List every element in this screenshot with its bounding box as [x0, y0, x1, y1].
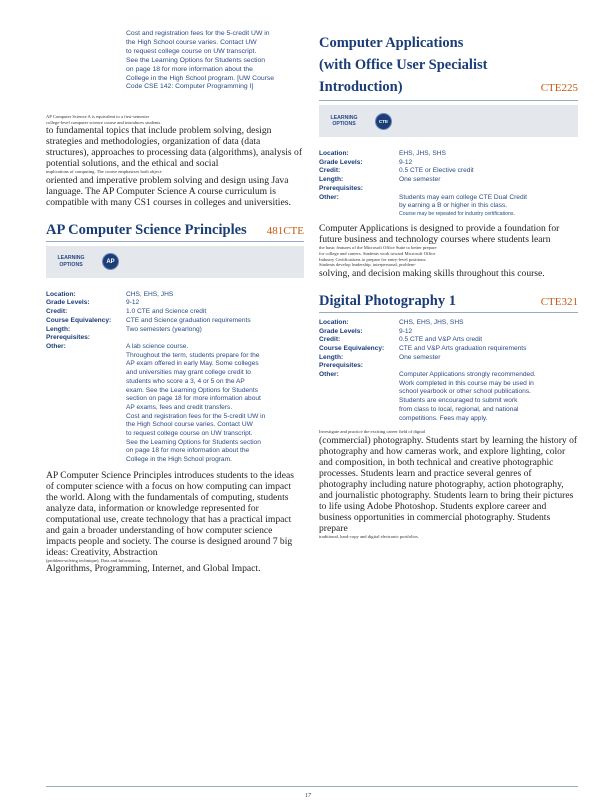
info-label: Prerequisites: [319, 362, 363, 370]
right-column [319, 32, 578, 539]
photo-description: (commercial) photography. Students start by learning the history of photography and how cameras work, and explore lighting, color and composition, in both technical and creative photographic processes. Students learn and practice several genres of photography including nature photography, action photography, and journalistic photography. Students learn to bring their pictures to life using Adobe Photoshop. Students explore career and business opportunities in commercial photography. Students prepare [319, 434, 578, 534]
info-label: Other: [319, 193, 339, 201]
compapps-small-line: the basic features of the Microsoft Office Suite to better prepare [319, 245, 437, 251]
footer-divider [46, 786, 578, 787]
info-label: Length: [319, 353, 344, 361]
info-value-line: competitions. Fees may apply. [399, 414, 488, 422]
course-info-photo [319, 319, 578, 423]
compapps-small-line: Industry Certifications to prepare for entry-level positions. [319, 256, 427, 262]
course-title-compapps-2: (with Office User Specialist [319, 57, 488, 73]
info-value-line: Computer Applications strongly recommended. [399, 371, 536, 379]
continued-note-line: College in the High School program. [UW Course [126, 74, 275, 82]
learning-options-label: LEARNING OPTIONS [57, 255, 85, 268]
info-row [46, 343, 304, 465]
course-header-compapps [319, 32, 578, 101]
apcsp-description-1: AP Computer Science Principles introduces students to the ideas of computer science with a focus on how computing can impact the world. Along with the fundamentals of computing, students analyze data, information or knowledge represented for computational use, create technology that has a practical impact and gain a broader understanding of how computer science impacts people and society. The course is designed around 7 big ideas: Creativity, Abstraction [46, 469, 294, 558]
info-value-line: 9-12 [399, 158, 413, 166]
info-value-line: and universities may grant college credit to [126, 369, 251, 377]
info-value-line: 0.5 CTE or Elective credit [399, 167, 474, 175]
info-value [399, 345, 578, 354]
info-value [126, 308, 304, 317]
info-row [46, 291, 304, 300]
info-value [126, 334, 304, 343]
info-value [399, 328, 578, 337]
ap-badge-icon: AP [102, 253, 119, 270]
info-value-line: 9-12 [399, 327, 413, 335]
info-value-line: Students may earn college CTE Dual Credit [399, 193, 527, 201]
info-note: Course may be repeated for industry certifications. [399, 210, 515, 217]
info-value [399, 194, 578, 218]
continued-note-line: Cost and registration fees for the 5-credit UW in [126, 30, 270, 37]
info-label: Prerequisites: [319, 184, 363, 192]
info-value-line: EHS, JHS, SHS [399, 150, 446, 157]
info-value-line: One semester [399, 176, 441, 184]
info-value [399, 319, 578, 328]
apcsp-description-small: (problem-solving technique), Data and Information, [46, 557, 142, 563]
info-value-line: school yearbook or other school publications. [399, 388, 531, 396]
learning-options-band-compapps [319, 105, 578, 137]
info-row [319, 336, 578, 345]
course-code-photo: CTE321 [540, 295, 578, 308]
info-value [399, 150, 578, 159]
continued-note-line: to request college course on UW transcript. [126, 47, 257, 55]
compapps-description-2: solving, and decision making skills throughout this course. [319, 267, 545, 279]
info-value [399, 185, 578, 194]
info-value-line [126, 334, 304, 343]
info-row [46, 326, 304, 335]
continued-note-line: Code CSE 142: Computer Programming I] [126, 83, 254, 91]
info-value [126, 299, 304, 308]
info-row [46, 334, 304, 343]
info-value [126, 343, 304, 465]
info-value-line: Cost and registration fees for the 5-credit UW in [126, 412, 266, 420]
course-title-photo: Digital Photography 1 [319, 292, 456, 309]
info-label: Length: [319, 176, 344, 184]
info-value [126, 326, 304, 335]
apcsa-intro-small-3: implications of computing. The course emphasizes both object- [46, 169, 163, 175]
info-value-line: AP exam offered in early May. Some colleges [126, 360, 259, 368]
cte-badge-icon: CTE [375, 113, 392, 130]
info-value-line: College in the High School program. [126, 456, 232, 464]
continued-note-line: See the Learning Options for Students section [126, 56, 266, 64]
info-row [46, 299, 304, 308]
info-row [319, 150, 578, 159]
info-label: Course Equivalency: [319, 344, 385, 352]
page-number: 17 [305, 793, 311, 799]
info-row [319, 194, 578, 218]
info-row [319, 362, 578, 371]
info-value-line: Work completed in this course may be used in [399, 379, 534, 387]
compapps-small-line: Students develop leadership, interpersonal, problem- [319, 262, 416, 268]
info-row [319, 159, 578, 168]
info-value-line: 1.0 CTE and Science credit [126, 308, 207, 316]
info-row [46, 308, 304, 317]
info-value-line: students who score a 3, 4 or 5 on the AP [126, 377, 245, 385]
info-label: Other: [46, 343, 66, 350]
info-row [319, 176, 578, 185]
info-value-line [399, 185, 578, 194]
info-label: Prerequisites: [46, 334, 90, 342]
course-code-compapps: CTE225 [540, 82, 578, 94]
info-value-line: 0.5 CTE and V&P Arts credit [399, 336, 483, 344]
info-row [319, 345, 578, 354]
compapps-description-1: Computer Applications is designed to provide a foundation for future business and technology courses where students learn [319, 223, 560, 246]
apcsa-intro-small-2: college-level computer science course and introduces students [46, 119, 161, 125]
photo-description-small-1: Investigate and practice the exciting career field of digital [319, 429, 426, 435]
info-value-line: exam. See the Learning Options for Students [126, 386, 258, 394]
course-title-apcsp: AP Computer Science Principles [46, 221, 247, 238]
info-value-line: by earning a B or higher in this class. [399, 202, 508, 210]
info-value-line: CHS, EHS, JHS [126, 290, 174, 298]
info-row [319, 354, 578, 363]
info-value [399, 371, 578, 423]
info-label: Location: [46, 290, 76, 298]
info-value-line: to request college course on UW transcript. [126, 430, 253, 438]
info-label: Grade Levels: [46, 299, 90, 307]
course-code-apcsp: 481CTE [266, 224, 304, 237]
course-title-compapps-3: Introduction) [319, 79, 403, 95]
info-value-line: Students are encouraged to submit work [399, 397, 518, 405]
info-label: Credit: [319, 336, 341, 344]
info-label: Credit: [46, 308, 68, 316]
info-value-line: 9-12 [126, 299, 140, 307]
info-value [399, 336, 578, 345]
info-value-line: One semester [399, 353, 441, 361]
info-label: Location: [319, 318, 349, 326]
info-value-line: on page 18 for more information about the [126, 447, 250, 455]
course-info-compapps [319, 150, 578, 217]
info-value-line: the High School course varies. Contact UW [126, 421, 253, 429]
info-value-line: Two semesters (yearlong) [126, 325, 202, 333]
learning-options-band-apcsp [46, 246, 304, 278]
continued-note-line: on page 18 for more information about the [126, 65, 253, 73]
info-value [399, 176, 578, 185]
info-label: Credit: [319, 167, 341, 175]
apcsp-description-2: Algorithms, Programming, Internet, and Global Impact. [46, 563, 261, 575]
photo-description-small-2: traditional, hard-copy and digital electronic portfolios. [319, 533, 419, 539]
compapps-description-small [319, 245, 578, 267]
course-info-apcsp [46, 291, 304, 465]
info-label: Other: [319, 371, 339, 379]
info-row [46, 317, 304, 326]
info-value-line: CTE and V&P Arts graduation requirements [399, 344, 527, 352]
info-row [319, 371, 578, 423]
info-row [319, 185, 578, 194]
info-row [319, 328, 578, 337]
info-label: Grade Levels: [319, 327, 363, 335]
info-value [126, 291, 304, 300]
course-header-apcsp [46, 222, 304, 242]
apcsa-intro-small-1: AP Computer Science A is equivalent to a first-semester [46, 114, 150, 119]
course-title-compapps-1: Computer Applications [319, 35, 464, 51]
info-row [319, 167, 578, 176]
info-value [399, 159, 578, 168]
info-value-line: section on page 18 for more information about [126, 395, 261, 403]
info-value [399, 362, 578, 371]
info-value-line: Throughout the term, students prepare for the [126, 351, 260, 359]
info-value [399, 167, 578, 176]
compapps-small-line: for college and careers. Students work toward Microsoft Office [319, 251, 436, 257]
info-value-line: CTE and Science graduation requirements [126, 316, 251, 324]
info-value-line: See the Learning Options for Students section [126, 438, 261, 446]
info-value-line: from class to local, regional, and national [399, 405, 519, 413]
info-label: Course Equivalency: [46, 316, 112, 324]
info-value-line: CHS, EHS, JHS, SHS [399, 318, 464, 326]
info-value-line: A lab science course. [126, 343, 189, 350]
apcsa-description-2: oriented and imperative problem solving and design using Java language. The AP Computer Science A course curriculum is compatible with many CS1 courses in colleges and universities. [46, 174, 291, 208]
course-header-photo [319, 293, 578, 313]
left-column [46, 114, 304, 574]
info-row [319, 319, 578, 328]
info-value-line [399, 362, 578, 371]
apcsa-description-1: to fundamental topics that include problem solving, design strategies and methodologies, organization of data (data structures), approaches to processing data (algorithms), analysis of potential solutions, and the ethical and social [46, 125, 303, 170]
info-value-line: AP exams, fees and credit transfers. [126, 403, 233, 411]
info-label: Location: [319, 150, 349, 157]
info-value [399, 354, 578, 363]
learning-options-label: LEARNING OPTIONS [330, 114, 358, 127]
info-label: Length: [46, 325, 71, 333]
info-label: Grade Levels: [319, 158, 363, 166]
continued-note-line: the High School course varies. Contact UW [126, 38, 257, 46]
continued-course-notes [126, 30, 302, 92]
info-value [126, 317, 304, 326]
